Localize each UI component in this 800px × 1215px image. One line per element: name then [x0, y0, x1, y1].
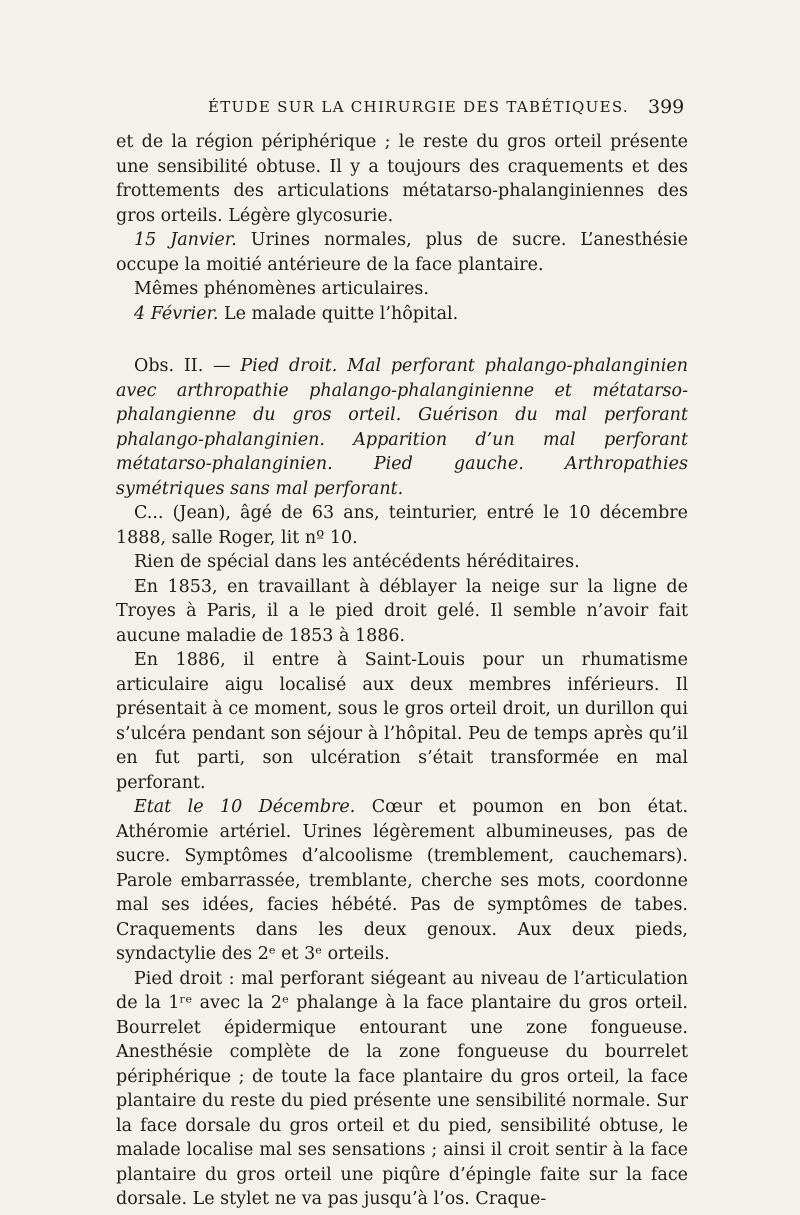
paragraph-heredity: Rien de spécial dans les antécédents héréditaires. — [134, 552, 580, 572]
paragraph-etat — [116, 795, 688, 967]
date-label: 15 Janvier. — [134, 230, 237, 250]
paragraph-1886: En 1886, il entre à Saint-Louis pour un rhumatisme articulaire aigu localisé aux deux membres inférieurs. Il présentait à ce moment, sous le gros orteil droit, un durillon qui s’ulcéra pendant son séjour à l’hôpital. Peu de temps après qu’il en fut parti, son ulcération s’était transformée en mal perforant. — [116, 650, 688, 793]
paragraph-1853: En 1853, en travaillant à déblayer la neige sur la ligne de Troyes à Paris, il a le pied droit gelé. Il semble n’avoir fait aucune maladie de 1853 à 1886. — [116, 576, 688, 646]
paragraph-patient: C... (Jean), âgé de 63 ans, teinturier, entré le 10 décembre 1888, salle Roger, lit nº 10. — [116, 503, 688, 548]
paragraph-4-fevrier — [116, 302, 688, 327]
page-number: 399 — [648, 96, 685, 118]
running-head: ÉTUDE SUR LA CHIRURGIE DES TABÉTIQUES. — [208, 98, 629, 116]
observation-title: Pied droit. Mal perforant phalango-phalanginien avec arthropathie phalango-phalanginienne et métatarso-phalangienne du gros orteil. Guérison du mal perforant phalango-phalanginien. Apparition d’un mal perforant métatarso-phalanginien. Pied gauche. Arthropathies symétriques sans mal perforant. — [116, 356, 689, 499]
observation-heading — [116, 354, 688, 501]
body-text — [116, 130, 688, 1212]
paragraph-pied-droit: Pied droit : mal perforant siégeant au niveau de l’articulation de la 1ʳᵉ avec la 2ᵉ phalange à la face plantaire du gros orteil. Bourrelet épidermique entourant une zone fongueuse. Anesthésie complète de la zone fongueuse du bourrelet périphérique ; de toute la face plantaire du gros orteil, la face plantaire du reste du pied présente une sensibilité normale. Sur la face dorsale du gros orteil et du pied, sensibilité obtuse, le malade localise mal ses sensations ; ainsi il croit sentir à la face plantaire du gros orteil une piqûre d’épingle faite sur la face dorsale. Le stylet ne va pas jusqu’à l’os. Craque- — [116, 968, 688, 1209]
paragraph-text: Le malade quitte l’hôpital. — [218, 303, 459, 324]
paragraph-continuation: et de la région périphérique ; le reste du gros orteil présente une sensibilité obtuse. Il y a toujours des craquements et des frottements des articulations métatarso-phalanginiennes des gros orteils. Légère glycosurie. — [116, 132, 688, 226]
paragraph-15-janvier — [116, 228, 688, 277]
observation-label: Obs. II. — — [134, 356, 231, 376]
paragraph-articular: Mêmes phénomènes articulaires. — [134, 279, 429, 299]
date-label: 4 Février. — [134, 303, 219, 324]
paragraph-text: Cœur et poumon en bon état. Athéromie artériel. Urines légèrement albumineuses, pas de sucre. Symptômes d’alcoolisme (tremblement, cauchemars). Parole embarrassée, tremblante, cherche ses mots, coordonne mal ses idées, facies hébété. Pas de symptômes de tabes. Craquements dans les deux genoux. Aux deux pieds, syndactylie des 2ᵉ et 3ᵉ orteils. — [116, 797, 689, 964]
paragraph-text: Urines normales, plus de sucre. L’anesthésie occupe la moitié antérieure de la face plantaire. — [116, 230, 688, 275]
date-label: Etat le 10 Décembre. — [134, 797, 356, 817]
